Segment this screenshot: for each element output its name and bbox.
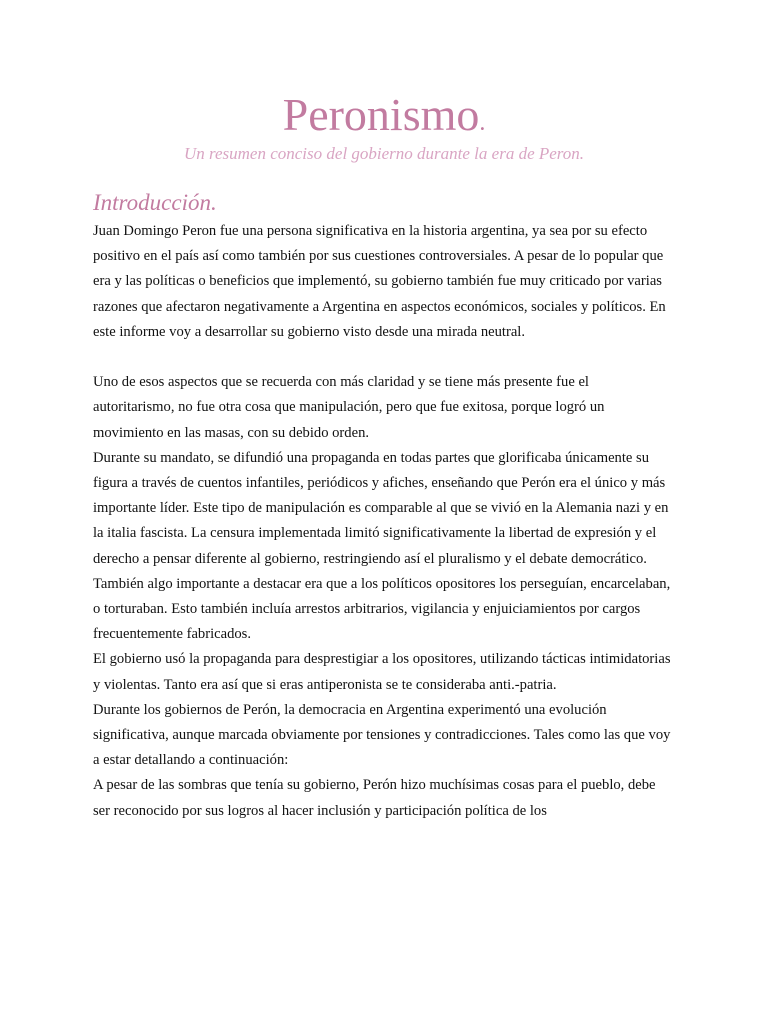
title-dot: .: [479, 110, 486, 136]
paragraph: El gobierno usó la propaganda para desprestigiar a los opositores, utilizando tácticas intimidatorias y violentas. Tanto era así que si eras antiperonista se te consideraba anti.-patria.: [93, 651, 671, 693]
paragraph: A pesar de las sombras que tenía su gobierno, Perón hizo muchísimas cosas para el pueblo, debe ser reconocido por sus logros al hacer inclusión y participación política de los: [93, 777, 656, 819]
paragraph: Durante los gobiernos de Perón, la democracia en Argentina experimentó una evolución significativa, aunque marcada obviamente por tensiones y contradicciones. Tales como las que voy a estar detallando a continuación:: [93, 701, 671, 769]
document-title: [0, 88, 768, 150]
paragraph: Juan Domingo Peron fue una persona significativa en la historia argentina, ya sea por su efecto positivo en el país así como también por sus cuestiones controversiales. A pesar de lo popular que era y las políticas o beneficios que implementó, su gobierno también fue muy criticado por varias razones que afectaron negativamente a Argentina en aspectos económicos, sociales y políticos. En este informe voy a desarrollar su gobierno visto desde una mirada neutral.: [93, 223, 666, 340]
title-text: Peronismo: [282, 89, 480, 140]
paragraph: También algo importante a destacar era que a los políticos opositores los perseguían, encarcelaban, o torturaban. Esto también incluía arrestos arbitrarios, vigilancia y enjuiciamientos por cargos frecuentemente fabricados.: [93, 575, 671, 643]
section-heading: Introducción.: [93, 190, 217, 215]
document-subtitle: Un resumen conciso del gobierno durante la era de Peron.: [183, 144, 585, 163]
paragraph-spacer: [93, 345, 673, 370]
paragraph: Uno de esos aspectos que se recuerda con más claridad y se tiene más presente fue el autoritarismo, no fue otra cosa que manipulación, pero que fue exitosa, porque logró un movimiento en las masas, con su debido orden.: [93, 374, 605, 441]
paragraph: Durante su mandato, se difundió una propaganda en todas partes que glorificaba únicamente su figura a través de cuentos infantiles, periódicos y afiches, enseñando que Perón era el único y más importante líder. Este tipo de manipulación es comparable al que se vivió en la Alemania nazi y en la italia fascista. La censura implementada limitó significativamente la libertad de expresión y el derecho a pensar diferente al gobierno, restringiendo así el pluralismo y el debate democrático.: [93, 449, 669, 567]
body-text: [93, 219, 673, 824]
